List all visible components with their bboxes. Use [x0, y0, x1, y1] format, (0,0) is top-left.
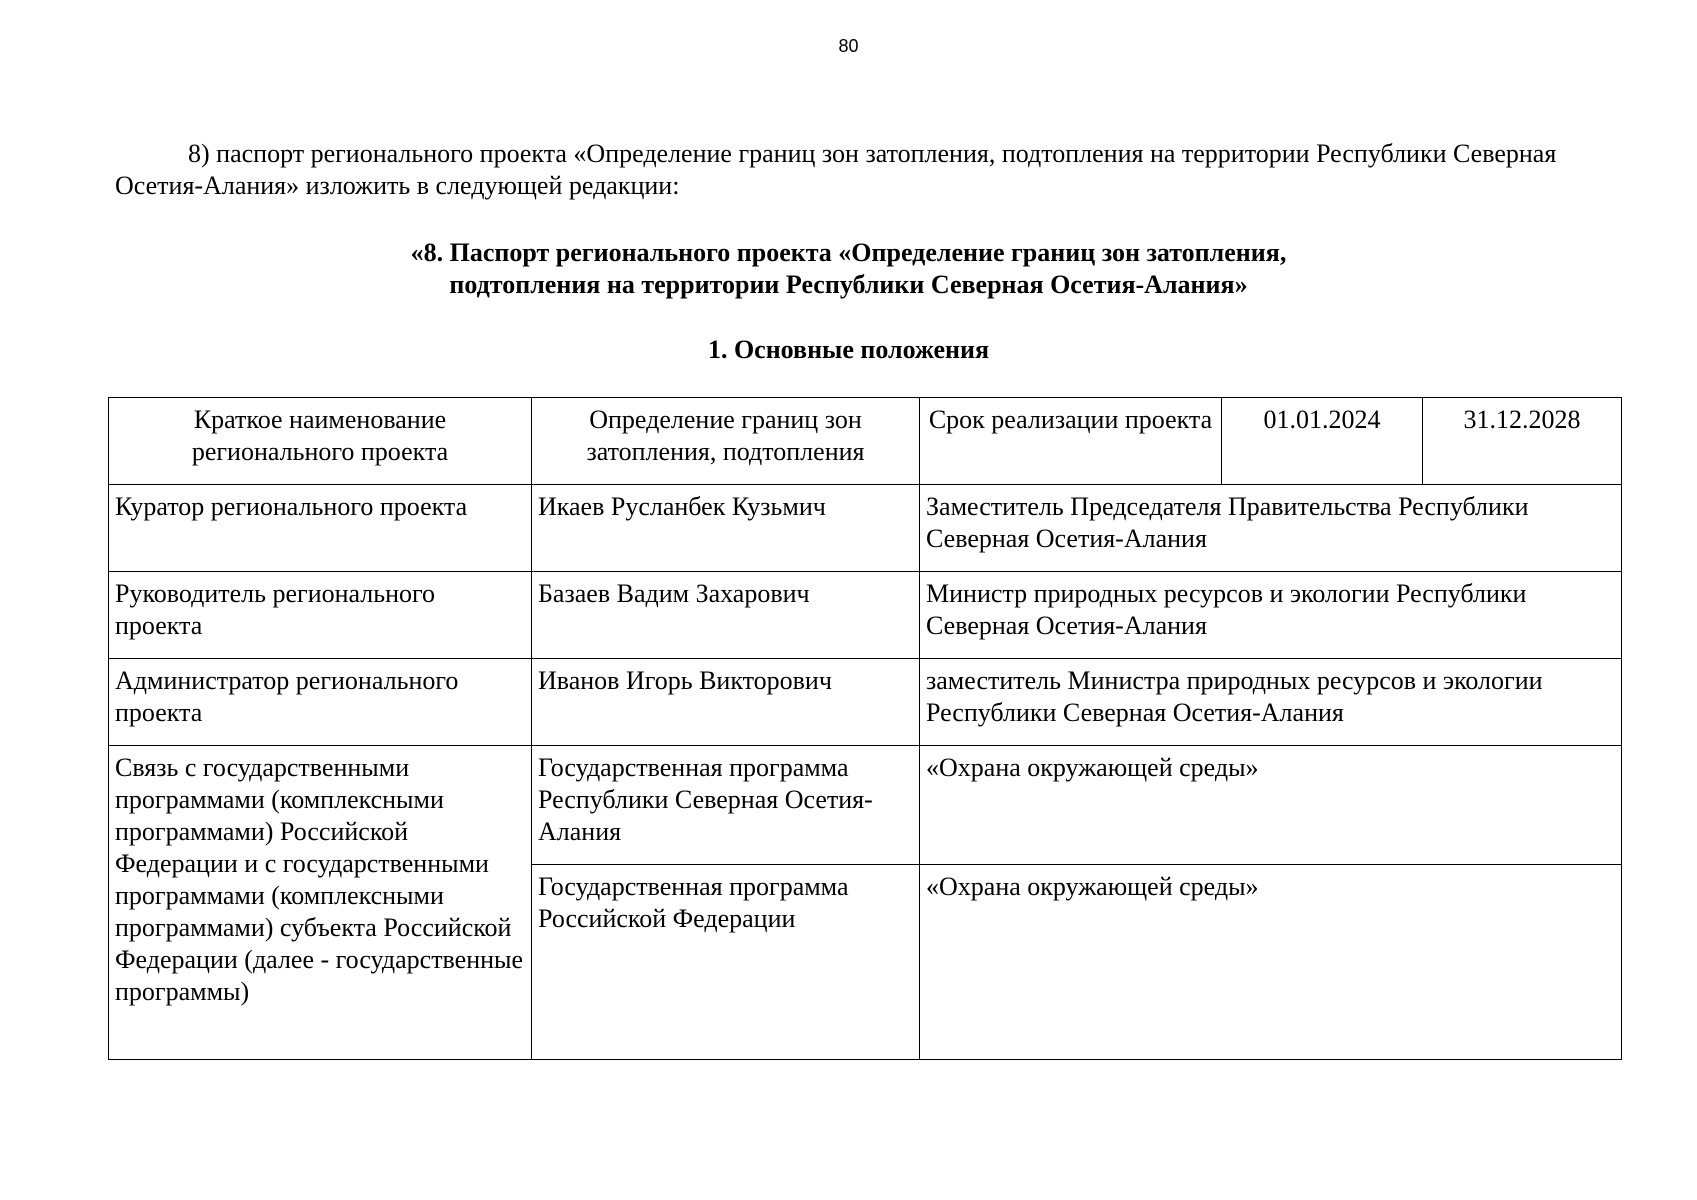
short-name-label-cell: Краткое наименование регионального проекта: [109, 398, 532, 485]
curator-label-cell: Куратор регионального проекта: [109, 485, 532, 572]
administrator-label-cell: Администратор регионального проекта: [109, 659, 532, 746]
term-label-cell: Срок реализации проекта: [920, 398, 1222, 485]
federal-program-cell: Государственная программа Российской Федерации: [532, 865, 920, 1060]
federal-program-name-cell: «Охрана окружающей среды»: [920, 865, 1622, 1060]
document-title: [0, 237, 1697, 301]
document-title-line-2: подтопления на территории Республики Северная Осетия-Алания»: [449, 270, 1248, 299]
section-title: 1. Основные положения: [707, 335, 990, 364]
passport-table: [108, 397, 1622, 1060]
administrator-position-cell: заместитель Министра природных ресурсов и экологии Республики Северная Осетия-Алания: [920, 659, 1622, 746]
head-person-cell: Базаев Вадим Захарович: [532, 572, 920, 659]
head-position-cell: Министр природных ресурсов и экологии Республики Северная Осетия-Алания: [920, 572, 1622, 659]
table-row-head: [109, 572, 1622, 659]
regional-program-name-cell: «Охрана окружающей среды»: [920, 746, 1622, 865]
end-date-cell: 31.12.2028: [1423, 398, 1622, 485]
document-title-line-1: «8. Паспорт регионального проекта «Определение границ зон затопления,: [410, 238, 1287, 267]
administrator-person-cell: Иванов Игорь Викторович: [532, 659, 920, 746]
short-name-value-cell: Определение границ зон затопления, подтопления: [532, 398, 920, 485]
table-row-curator: [109, 485, 1622, 572]
curator-position-cell: Заместитель Председателя Правительства Республики Северная Осетия-Алания: [920, 485, 1622, 572]
start-date-cell: 01.01.2024: [1222, 398, 1423, 485]
table-row-administrator: [109, 659, 1622, 746]
curator-person-cell: Икаев Русланбек Кузьмич: [532, 485, 920, 572]
intro-paragraph: 8) паспорт регионального проекта «Определение границ зон затопления, подтопления на территории Республики Северная Осетия-Алания» изложить в следующей редакции:: [115, 139, 1557, 200]
head-label-cell: Руководитель регионального проекта: [109, 572, 532, 659]
table-row-programs-regional: [109, 746, 1622, 865]
regional-program-cell: Государственная программа Республики Северная Осетия-Алания: [532, 746, 920, 865]
table-row-short-name: [109, 398, 1622, 485]
page-number: 80: [838, 36, 859, 56]
programs-label-cell: Связь с государственными программами (комплексными программами) Российской Федерации и с государственными программами (комплексными программами) субъекта Российской Федерации (далее - государственные программы): [109, 746, 532, 1060]
